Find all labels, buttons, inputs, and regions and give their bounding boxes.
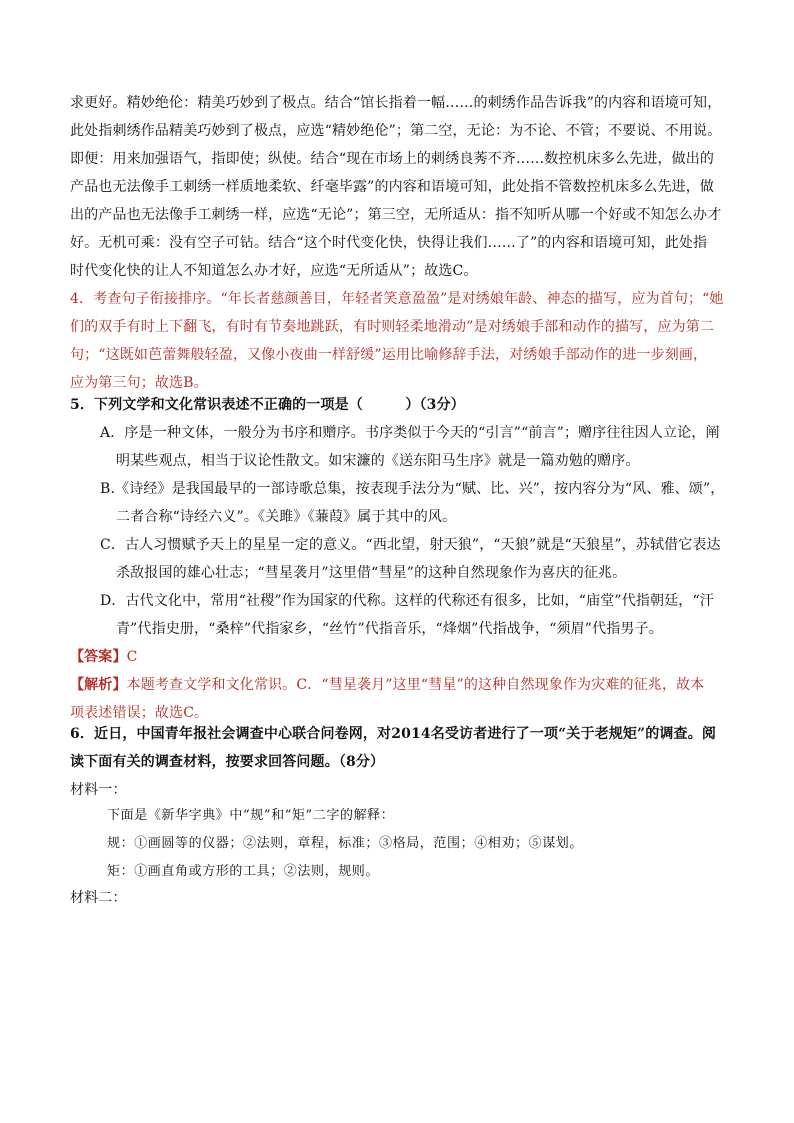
text-line: 即便：用来加强语气，指即使；纵使。结合“现在市场上的刺绣良莠不齐……数控机床多么先进，做出的 <box>70 151 715 167</box>
option-d-line: 青”代指史册，“桑梓”代指家乡，“丝竹”代指音乐，“烽烟”代指战争，“须眉”代指男子。 <box>116 621 663 637</box>
text-line: 4．考查句子衔接排序。“年长者慈颜善目，年轻者笑意盈盈”是对绣娘年龄、神态的描写，应为首句；“她 <box>70 291 724 307</box>
option-b-line: 二者合称“诗经六义”。《关雎》《蒹葭》属于其中的风。 <box>116 509 457 525</box>
option-d-line: D．古代文化中，常用“社稷”作为国家的代称。这样的代称还有很多，比如，“庙堂”代指朝廷，“汗 <box>100 593 714 609</box>
text-line: 应为第三句；故选B。 <box>70 375 208 391</box>
option-a-line: 明某些观点，相当于议论性散文。如宋濂的《送东阳马生序》就是一篇劝勉的赠序。 <box>116 453 640 469</box>
material-1-line: 下面是《新华字典》中“规”和“矩”二字的解释： <box>107 808 395 823</box>
text-line: 时代变化快的让人不知道怎么办才好，应选“无所适从”；故选C。 <box>70 263 478 279</box>
text-line: 句；“这既如芭蕾舞般轻盈，又像小夜曲一样舒缓”运用比喻修辞手法，对绣娘手部动作的进一步刻画， <box>70 347 708 363</box>
material-1-label: 材料一： <box>70 782 127 798</box>
text-line: 们的双手有时上下翻飞，有时有节奏地跳跃，有时则轻柔地滑动”是对绣娘手部和动作的描写，应为第二 <box>70 319 715 335</box>
analysis-line <box>70 675 704 695</box>
analysis-label: 【解析】 <box>70 677 127 693</box>
material-2-label: 材料二： <box>70 890 127 906</box>
text-line: 好。无机可乘：没有空子可钻。结合“这个时代变化快，快得让我们……了”的内容和语境可知，此处指 <box>70 235 708 251</box>
question-stem: 6．近日，中国青年报社会调查中心联合问卷网，对2014名受访者进行了一项“关于老规矩”的调查。阅 <box>70 726 717 742</box>
option-b-line: B.《诗经》是我国最早的一部诗歌总集，按表现手法分为“赋、比、兴”，按内容分为“风、雅、颂”， <box>100 481 725 497</box>
option-c-line: 杀敌报国的雄心壮志；“彗星袭月”这里借“彗星”的这种自然现象作为喜庆的征兆。 <box>116 565 627 581</box>
analysis-text: 项表述错误；故选C。 <box>70 705 209 721</box>
option-c-line: C．古人习惯赋予天上的星星一定的意义。“西北望，射天狼”，“天狼”就是“天狼星”，苏轼借它表达 <box>100 537 721 553</box>
material-1-line: 规：①画圆等的仪器；②法则，章程，标准；③格局，范围；④相劝；⑤谋划。 <box>107 836 584 851</box>
text-line: 产品也无法像手工刺绣一样质地柔软、纤毫毕露”的内容和语境可知，此处指不管数控机床多么先进，做 <box>70 179 715 195</box>
text-line: 求更好。精妙绝伦：精美巧妙到了极点。结合“馆长指着一幅……的刺绣作品告诉我”的内容和语境可知， <box>70 95 722 111</box>
answer-line <box>70 647 137 667</box>
answer-value: C <box>126 649 138 665</box>
question-stem: 5．下列文学和文化常识表述不正确的一项是（ ）（3分） <box>70 397 465 413</box>
question-stem: 读下面有关的调查材料，按要求回答问题。（8分） <box>70 754 385 770</box>
option-a-line: A．序是一种文体，一般分为书序和赠序。书序类似于今天的“引言”“前言”；赠序往往因人立论，阐 <box>100 425 720 441</box>
text-line: 出的产品也无法像手工刺绣一样，应选“无论”；第三空，无所适从：指不知听从哪一个好或不知怎么办才 <box>70 207 722 223</box>
text-line: 此处指刺绣作品精美巧妙到了极点，应选“精妙绝伦”；第二空，无论：为不论、不管；不要说、不用说。 <box>70 123 722 139</box>
answer-label: 【答案】 <box>70 649 127 665</box>
material-1-line: 矩：①画直角或方形的工具；②法则，规则。 <box>107 864 380 879</box>
analysis-text: 本题考查文学和文化常识。C．“彗星袭月”这里“彗星”的这种自然现象作为灾难的征兆，故本 <box>126 677 705 693</box>
